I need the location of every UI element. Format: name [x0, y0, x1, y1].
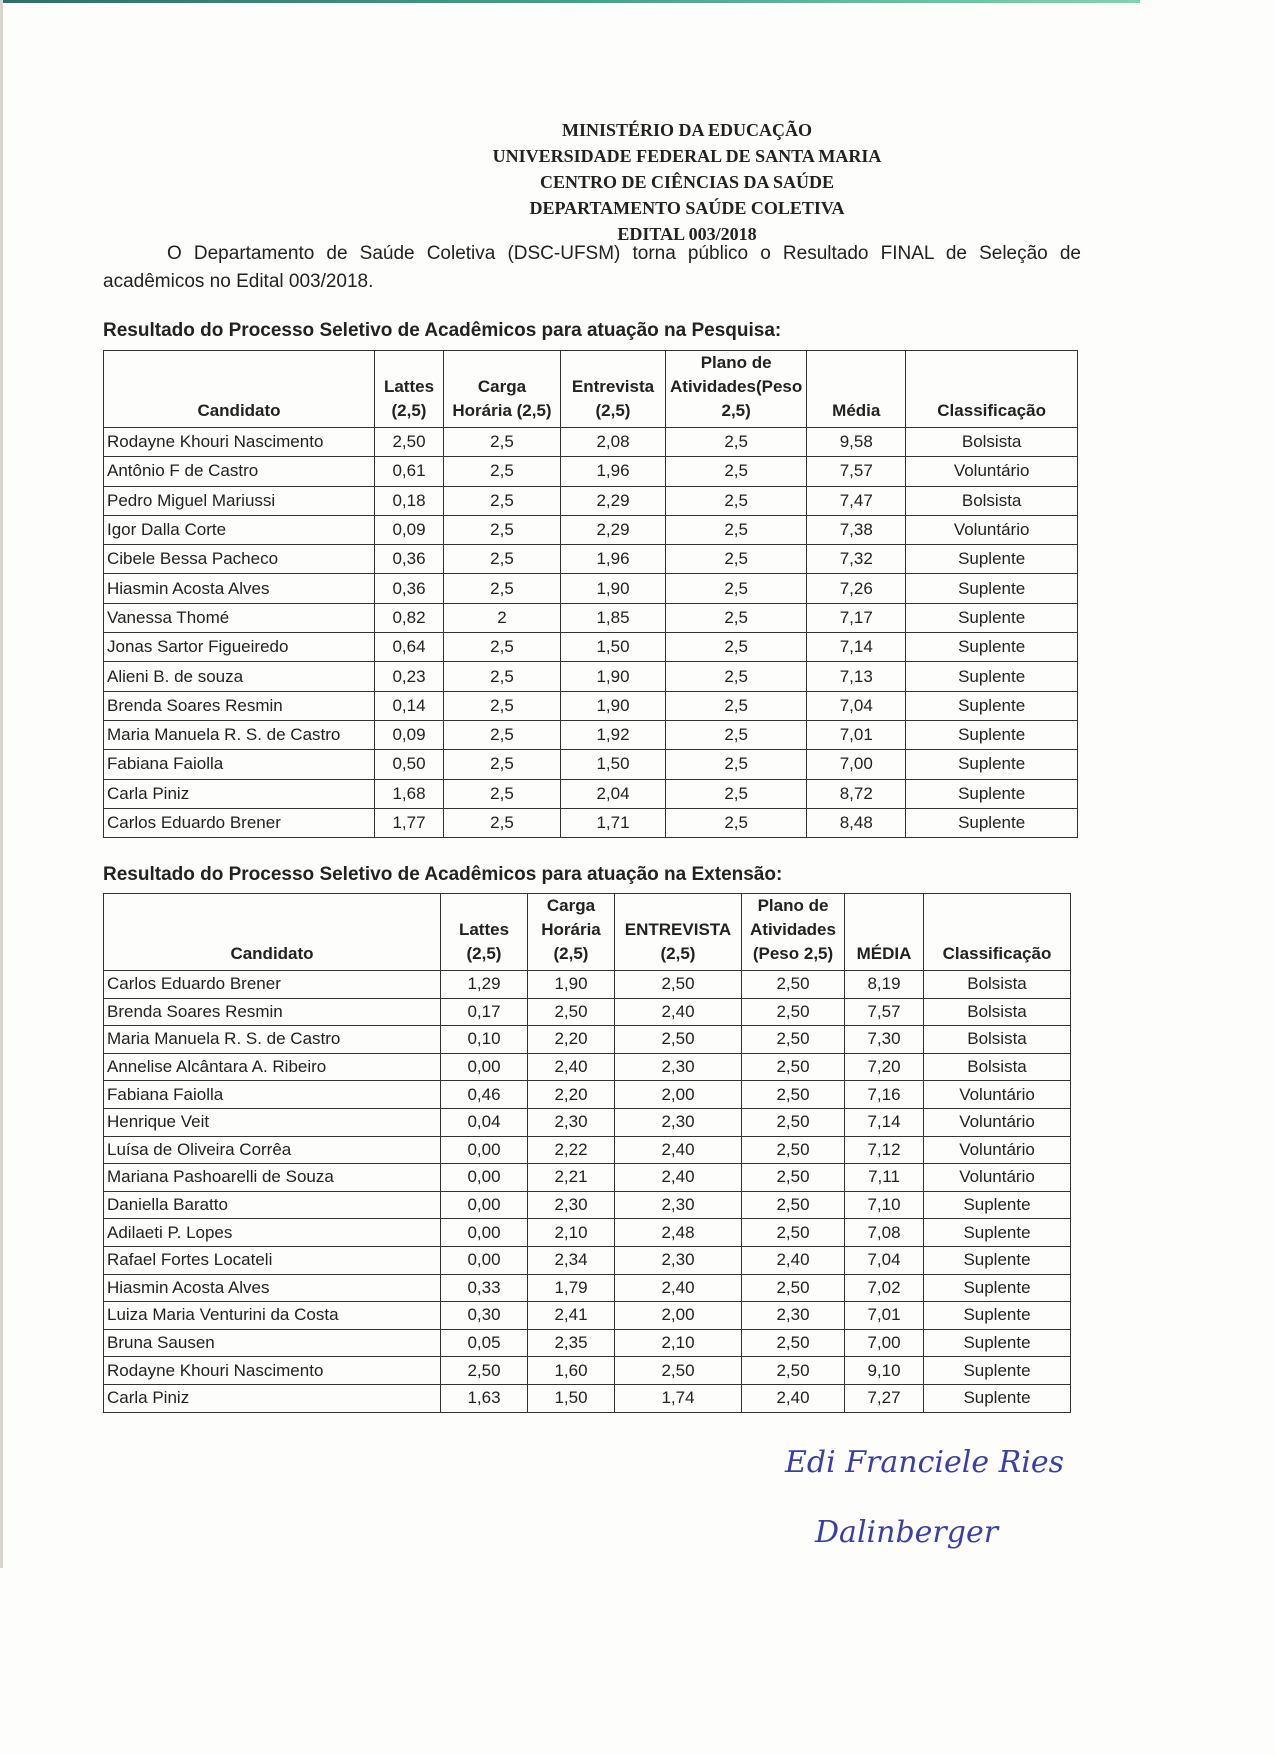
table-row	[104, 1302, 1071, 1330]
classification-cell: Bolsista	[906, 428, 1078, 457]
table-row	[104, 1246, 1071, 1274]
score-cell: 2,5	[666, 457, 807, 486]
score-cell: 2,30	[615, 1191, 742, 1219]
candidate-name: Jonas Sartor Figueiredo	[104, 633, 375, 662]
score-cell: 2,5	[444, 720, 561, 749]
candidate-name: Adilaeti P. Lopes	[104, 1219, 441, 1247]
score-cell: 2,5	[444, 633, 561, 662]
score-cell: 2,50	[742, 971, 845, 999]
score-cell: 7,01	[845, 1302, 924, 1330]
score-cell: 2,10	[528, 1219, 615, 1247]
column-header: Candidato	[104, 894, 441, 971]
candidate-name: Brenda Soares Resmin	[104, 998, 441, 1026]
score-cell: 7,26	[807, 574, 906, 603]
table-row	[104, 545, 1078, 574]
classification-cell: Suplente	[924, 1191, 1071, 1219]
score-cell: 0,00	[441, 1246, 528, 1274]
table-row	[104, 428, 1078, 457]
score-cell: 8,19	[845, 971, 924, 999]
score-cell: 1,50	[561, 750, 666, 779]
table-row	[104, 808, 1078, 837]
score-cell: 2,35	[528, 1329, 615, 1357]
classification-cell: Bolsista	[924, 1053, 1071, 1081]
score-cell: 2,50	[742, 1219, 845, 1247]
score-cell: 1,90	[561, 691, 666, 720]
classification-cell: Suplente	[924, 1219, 1071, 1247]
classification-cell: Suplente	[924, 1329, 1071, 1357]
score-cell: 2,50	[742, 1081, 845, 1109]
score-cell: 2,5	[444, 428, 561, 457]
score-cell: 2,50	[742, 1274, 845, 1302]
score-cell: 7,08	[845, 1219, 924, 1247]
table-row	[104, 971, 1071, 999]
score-cell: 2,5	[444, 574, 561, 603]
score-cell: 0,30	[441, 1302, 528, 1330]
score-cell: 2,5	[666, 691, 807, 720]
classification-cell: Suplente	[906, 720, 1078, 749]
score-cell: 1,29	[441, 971, 528, 999]
score-cell: 2,50	[742, 1026, 845, 1054]
column-header: Plano de Atividades (Peso 2,5)	[742, 894, 845, 971]
score-cell: 2,50	[742, 1329, 845, 1357]
score-cell: 2,22	[528, 1136, 615, 1164]
score-cell: 2,5	[666, 633, 807, 662]
header-line: UNIVERSIDADE FEDERAL DE SANTA MARIA	[492, 146, 882, 166]
score-cell: 2,5	[666, 428, 807, 457]
table-row	[104, 603, 1078, 632]
candidate-name: Alieni B. de souza	[104, 662, 375, 691]
score-cell: 2,30	[615, 1108, 742, 1136]
classification-cell: Suplente	[906, 750, 1078, 779]
candidate-name: Maria Manuela R. S. de Castro	[104, 720, 375, 749]
score-cell: 7,04	[807, 691, 906, 720]
score-cell: 0,00	[441, 1164, 528, 1192]
scan-edge-top	[0, 0, 1140, 3]
classification-cell: Bolsista	[924, 1026, 1071, 1054]
candidate-name: Carlos Eduardo Brener	[104, 971, 441, 999]
score-cell: 2,41	[528, 1302, 615, 1330]
score-cell: 7,10	[845, 1191, 924, 1219]
score-cell: 2,5	[666, 750, 807, 779]
classification-cell: Bolsista	[906, 486, 1078, 515]
score-cell: 2,29	[561, 486, 666, 515]
column-header: Carga Horária (2,5)	[528, 894, 615, 971]
score-cell: 7,00	[807, 750, 906, 779]
classification-cell: Suplente	[924, 1274, 1071, 1302]
column-header: Lattes (2,5)	[441, 894, 528, 971]
pesquisa-table	[103, 350, 1078, 838]
classification-cell: Voluntário	[924, 1136, 1071, 1164]
score-cell: 0,17	[441, 998, 528, 1026]
candidate-name: Rafael Fortes Locateli	[104, 1246, 441, 1274]
table-row	[104, 1329, 1071, 1357]
score-cell: 2,5	[666, 515, 807, 544]
score-cell: 2	[444, 603, 561, 632]
classification-cell: Voluntário	[906, 457, 1078, 486]
table-row	[104, 1053, 1071, 1081]
score-cell: 2,50	[615, 971, 742, 999]
classification-cell: Bolsista	[924, 971, 1071, 999]
candidate-name: Rodayne Khouri Nascimento	[104, 1357, 441, 1385]
score-cell: 0,00	[441, 1136, 528, 1164]
table-row	[104, 457, 1078, 486]
table-row	[104, 1384, 1071, 1412]
candidate-name: Carla Piniz	[104, 779, 375, 808]
score-cell: 0,10	[441, 1026, 528, 1054]
table-row	[104, 1164, 1071, 1192]
score-cell: 0,04	[441, 1108, 528, 1136]
candidate-name: Luísa de Oliveira Corrêa	[104, 1136, 441, 1164]
candidate-name: Henrique Veit	[104, 1108, 441, 1136]
score-cell: 0,61	[375, 457, 444, 486]
candidate-name: Vanessa Thomé	[104, 603, 375, 632]
score-cell: 2,5	[444, 486, 561, 515]
score-cell: 2,40	[528, 1053, 615, 1081]
score-cell: 2,5	[666, 779, 807, 808]
score-cell: 1,96	[561, 545, 666, 574]
candidate-name: Fabiana Faiolla	[104, 1081, 441, 1109]
score-cell: 7,57	[845, 998, 924, 1026]
score-cell: 0,23	[375, 662, 444, 691]
classification-cell: Suplente	[906, 691, 1078, 720]
candidate-name: Luiza Maria Venturini da Costa	[104, 1302, 441, 1330]
table-row	[104, 1219, 1071, 1247]
table-row	[104, 750, 1078, 779]
score-cell: 7,27	[845, 1384, 924, 1412]
score-cell: 1,74	[615, 1384, 742, 1412]
document-header	[0, 117, 1275, 247]
score-cell: 0,00	[441, 1053, 528, 1081]
score-cell: 0,18	[375, 486, 444, 515]
score-cell: 2,48	[615, 1219, 742, 1247]
score-cell: 0,09	[375, 720, 444, 749]
score-cell: 7,11	[845, 1164, 924, 1192]
header-line: EDITAL 003/2018	[617, 224, 757, 244]
score-cell: 2,50	[441, 1357, 528, 1385]
score-cell: 2,08	[561, 428, 666, 457]
score-cell: 0,36	[375, 574, 444, 603]
score-cell: 2,50	[742, 1053, 845, 1081]
candidate-name: Hiasmin Acosta Alves	[104, 574, 375, 603]
column-header: Candidato	[104, 351, 375, 428]
score-cell: 2,29	[561, 515, 666, 544]
classification-cell: Bolsista	[924, 998, 1071, 1026]
candidate-name: Fabiana Faiolla	[104, 750, 375, 779]
score-cell: 2,5	[666, 574, 807, 603]
candidate-name: Carlos Eduardo Brener	[104, 808, 375, 837]
score-cell: 8,72	[807, 779, 906, 808]
classification-cell: Suplente	[924, 1384, 1071, 1412]
table-row	[104, 1026, 1071, 1054]
score-cell: 7,17	[807, 603, 906, 632]
score-cell: 2,00	[615, 1302, 742, 1330]
score-cell: 2,50	[528, 998, 615, 1026]
classification-cell: Suplente	[906, 808, 1078, 837]
classification-cell: Suplente	[924, 1357, 1071, 1385]
score-cell: 2,40	[615, 1164, 742, 1192]
table-row	[104, 779, 1078, 808]
column-header: Carga Horária (2,5)	[444, 351, 561, 428]
classification-cell: Suplente	[906, 633, 1078, 662]
candidate-name: Brenda Soares Resmin	[104, 691, 375, 720]
score-cell: 2,5	[444, 457, 561, 486]
candidate-name: Rodayne Khouri Nascimento	[104, 428, 375, 457]
column-header: MÉDIA	[845, 894, 924, 971]
score-cell: 1,92	[561, 720, 666, 749]
candidate-name: Cibele Bessa Pacheco	[104, 545, 375, 574]
signature-2: Dalinberger	[815, 1515, 999, 1550]
column-header: Média	[807, 351, 906, 428]
score-cell: 2,10	[615, 1329, 742, 1357]
score-cell: 0,46	[441, 1081, 528, 1109]
intro-paragraph	[103, 240, 1081, 296]
score-cell: 2,30	[615, 1246, 742, 1274]
score-cell: 2,5	[444, 779, 561, 808]
table-row	[104, 486, 1078, 515]
score-cell: 1,68	[375, 779, 444, 808]
candidate-name: Hiasmin Acosta Alves	[104, 1274, 441, 1302]
column-header: Plano de Atividades(Peso 2,5)	[666, 351, 807, 428]
score-cell: 2,20	[528, 1026, 615, 1054]
score-cell: 2,5	[666, 603, 807, 632]
candidate-name: Antônio F de Castro	[104, 457, 375, 486]
score-cell: 2,50	[742, 1136, 845, 1164]
score-cell: 2,5	[666, 808, 807, 837]
table-row	[104, 1081, 1071, 1109]
score-cell: 2,20	[528, 1081, 615, 1109]
score-cell: 2,50	[375, 428, 444, 457]
extensao-table	[103, 893, 1071, 1413]
score-cell: 2,30	[742, 1302, 845, 1330]
score-cell: 1,50	[528, 1384, 615, 1412]
score-cell: 2,50	[742, 998, 845, 1026]
column-header: ENTREVISTA (2,5)	[615, 894, 742, 971]
score-cell: 2,21	[528, 1164, 615, 1192]
classification-cell: Suplente	[906, 603, 1078, 632]
table-row	[104, 1136, 1071, 1164]
score-cell: 2,5	[444, 545, 561, 574]
score-cell: 2,50	[742, 1191, 845, 1219]
classification-cell: Voluntário	[924, 1164, 1071, 1192]
score-cell: 2,50	[742, 1108, 845, 1136]
score-cell: 2,5	[666, 545, 807, 574]
score-cell: 2,50	[615, 1026, 742, 1054]
signature-1: Edi Franciele Ries	[785, 1445, 1064, 1480]
score-cell: 1,60	[528, 1357, 615, 1385]
score-cell: 2,40	[615, 1136, 742, 1164]
score-cell: 0,82	[375, 603, 444, 632]
score-cell: 2,40	[615, 1274, 742, 1302]
score-cell: 2,30	[528, 1108, 615, 1136]
score-cell: 1,85	[561, 603, 666, 632]
score-cell: 2,30	[528, 1191, 615, 1219]
candidate-name: Daniella Baratto	[104, 1191, 441, 1219]
score-cell: 2,5	[444, 662, 561, 691]
score-cell: 0,50	[375, 750, 444, 779]
candidate-name: Carla Piniz	[104, 1384, 441, 1412]
score-cell: 1,71	[561, 808, 666, 837]
table-row	[104, 1357, 1071, 1385]
table-row	[104, 1108, 1071, 1136]
classification-cell: Voluntário	[924, 1081, 1071, 1109]
score-cell: 2,5	[444, 750, 561, 779]
candidate-name: Mariana Pashoarelli de Souza	[104, 1164, 441, 1192]
score-cell: 7,20	[845, 1053, 924, 1081]
classification-cell: Voluntário	[924, 1108, 1071, 1136]
score-cell: 7,02	[845, 1274, 924, 1302]
score-cell: 2,40	[615, 998, 742, 1026]
score-cell: 1,79	[528, 1274, 615, 1302]
score-cell: 1,96	[561, 457, 666, 486]
classification-cell: Suplente	[924, 1302, 1071, 1330]
score-cell: 2,50	[742, 1357, 845, 1385]
score-cell: 1,50	[561, 633, 666, 662]
classification-cell: Suplente	[906, 574, 1078, 603]
score-cell: 0,00	[441, 1219, 528, 1247]
score-cell: 7,12	[845, 1136, 924, 1164]
score-cell: 7,14	[845, 1108, 924, 1136]
classification-cell: Suplente	[906, 545, 1078, 574]
score-cell: 7,13	[807, 662, 906, 691]
score-cell: 1,90	[528, 971, 615, 999]
score-cell: 7,04	[845, 1246, 924, 1274]
score-cell: 2,5	[444, 808, 561, 837]
score-cell: 9,10	[845, 1357, 924, 1385]
score-cell: 0,64	[375, 633, 444, 662]
header-line: CENTRO DE CIÊNCIAS DA SAÚDE	[539, 172, 835, 192]
column-header: Classificação	[906, 351, 1078, 428]
candidate-name: Maria Manuela R. S. de Castro	[104, 1026, 441, 1054]
score-cell: 7,00	[845, 1329, 924, 1357]
score-cell: 0,33	[441, 1274, 528, 1302]
score-cell: 0,14	[375, 691, 444, 720]
table-row	[104, 574, 1078, 603]
score-cell: 7,01	[807, 720, 906, 749]
score-cell: 2,00	[615, 1081, 742, 1109]
candidate-name: Pedro Miguel Mariussi	[104, 486, 375, 515]
score-cell: 1,63	[441, 1384, 528, 1412]
score-cell: 0,09	[375, 515, 444, 544]
score-cell: 7,32	[807, 545, 906, 574]
score-cell: 0,05	[441, 1329, 528, 1357]
intro-text: O Departamento de Saúde Coletiva (DSC-UFSM) torna público o Resultado FINAL de Seleção de acadêmicos no Edital 003/2018.	[103, 243, 1081, 292]
table-row	[104, 633, 1078, 662]
classification-cell: Suplente	[906, 662, 1078, 691]
score-cell: 7,14	[807, 633, 906, 662]
score-cell: 2,5	[666, 662, 807, 691]
score-cell: 2,50	[742, 1164, 845, 1192]
score-cell: 7,30	[845, 1026, 924, 1054]
pesquisa-title: Resultado do Processo Seletivo de Acadêmicos para atuação na Pesquisa:	[103, 320, 782, 341]
column-header: Lattes (2,5)	[375, 351, 444, 428]
score-cell: 2,40	[742, 1246, 845, 1274]
score-cell: 7,57	[807, 457, 906, 486]
column-header: Entrevista (2,5)	[561, 351, 666, 428]
score-cell: 2,50	[615, 1357, 742, 1385]
header-line: DEPARTAMENTO SAÚDE COLETIVA	[529, 198, 845, 218]
classification-cell: Voluntário	[906, 515, 1078, 544]
candidate-name: Bruna Sausen	[104, 1329, 441, 1357]
column-header: Classificação	[924, 894, 1071, 971]
score-cell: 7,38	[807, 515, 906, 544]
score-cell: 2,5	[666, 486, 807, 515]
score-cell: 1,90	[561, 662, 666, 691]
score-cell: 7,16	[845, 1081, 924, 1109]
header-line: MINISTÉRIO DA EDUCAÇÃO	[561, 120, 813, 140]
table-row	[104, 1274, 1071, 1302]
table-row	[104, 515, 1078, 544]
classification-cell: Suplente	[906, 779, 1078, 808]
extensao-title: Resultado do Processo Seletivo de Acadêmicos para atuação na Extensão:	[103, 864, 783, 885]
score-cell: 9,58	[807, 428, 906, 457]
table-row	[104, 662, 1078, 691]
score-cell: 7,47	[807, 486, 906, 515]
score-cell: 2,40	[742, 1384, 845, 1412]
score-cell: 2,30	[615, 1053, 742, 1081]
score-cell: 0,36	[375, 545, 444, 574]
classification-cell: Suplente	[924, 1246, 1071, 1274]
candidate-name: Annelise Alcântara A. Ribeiro	[104, 1053, 441, 1081]
score-cell: 2,34	[528, 1246, 615, 1274]
score-cell: 2,04	[561, 779, 666, 808]
score-cell: 8,48	[807, 808, 906, 837]
score-cell: 2,5	[444, 515, 561, 544]
score-cell: 1,90	[561, 574, 666, 603]
candidate-name: Igor Dalla Corte	[104, 515, 375, 544]
table-row	[104, 691, 1078, 720]
score-cell: 2,5	[444, 691, 561, 720]
score-cell: 1,77	[375, 808, 444, 837]
table-row	[104, 720, 1078, 749]
table-row	[104, 998, 1071, 1026]
table-row	[104, 1191, 1071, 1219]
score-cell: 2,5	[666, 720, 807, 749]
score-cell: 0,00	[441, 1191, 528, 1219]
